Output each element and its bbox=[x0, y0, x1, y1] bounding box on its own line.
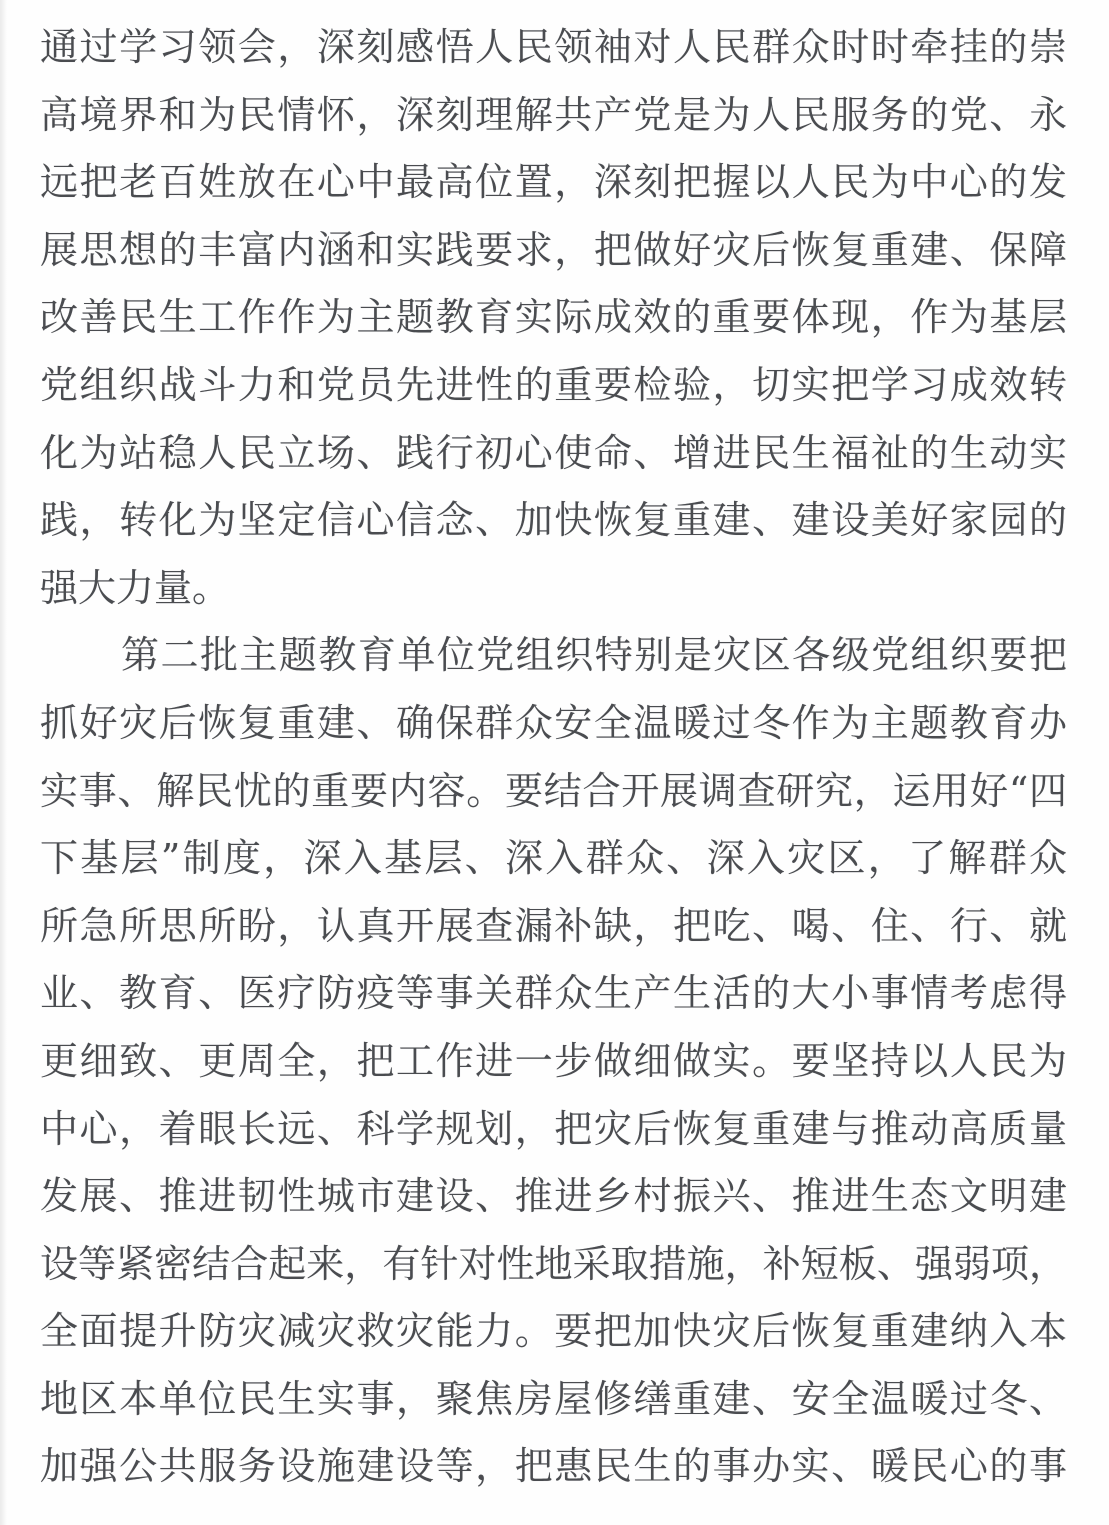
text-line-3: 远把老百姓放在心中最高位置，深刻把握以人民为中心的发 bbox=[40, 160, 1067, 205]
text-line-12: 实事、解民忧的重要内容。要结合开展调查研究，运用好“四 bbox=[40, 768, 1067, 813]
text-line-18: 发展、推进韧性城市建设、推进乡村振兴、推进生态文明建 bbox=[40, 1174, 1067, 1219]
text-line-11: 抓好灾后恢复重建、确保群众安全温暖过冬作为主题教育办 bbox=[40, 700, 1067, 745]
text-line-19: 设等紧密结合起来，有针对性地采取措施，补短板、强弱项， bbox=[40, 1241, 1067, 1286]
text-line-2: 高境界和为民情怀，深刻理解共产党是为人民服务的党、永 bbox=[40, 92, 1067, 137]
text-line-22: 加强公共服务设施建设等，把惠民生的事办实、暖民心的事 bbox=[40, 1444, 1067, 1489]
text-line-7: 化为站稳人民立场、践行初心使命、增进民生福祉的生动实 bbox=[40, 430, 1067, 475]
text-line-14: 所急所思所盼，认真开展查漏补缺，把吃、喝、住、行、就 bbox=[40, 903, 1067, 948]
text-line-4: 展思想的丰富内涵和实践要求，把做好灾后恢复重建、保障 bbox=[40, 227, 1067, 272]
text-line-8: 践，转化为坚定信心信念、加快恢复重建、建设美好家园的 bbox=[40, 498, 1067, 543]
text-line-10: 第二批主题教育单位党组织特别是灾区各级党组织要把 bbox=[121, 633, 1067, 678]
text-line-6: 党组织战斗力和党员先进性的重要检验，切实把学习成效转 bbox=[40, 362, 1067, 407]
text-line-16: 更细致、更周全，把工作进一步做细做实。要坚持以人民为 bbox=[40, 1038, 1067, 1083]
text-line-15: 业、教育、医疗防疫等事关群众生产生活的大小事情考虑得 bbox=[40, 971, 1067, 1016]
text-line-1: 通过学习领会，深刻感悟人民领袖对人民群众时时牵挂的崇 bbox=[40, 25, 1067, 69]
text-line-20: 全面提升防灾减灾救灾能力。要把加快灾后恢复重建纳入本 bbox=[40, 1309, 1067, 1354]
text-line-9: 强大力量。 bbox=[40, 565, 231, 610]
text-line-5: 改善民生工作作为主题教育实际成效的重要体现，作为基层 bbox=[40, 295, 1067, 340]
document-text-block bbox=[40, 14, 1067, 1501]
text-line-13: 下基层”制度，深入基层、深入群众、深入灾区，了解群众 bbox=[40, 836, 1067, 881]
text-line-21: 地区本单位民生实事，聚焦房屋修缮重建、安全温暖过冬、 bbox=[40, 1376, 1067, 1421]
text-line-17: 中心，着眼长远、科学规划，把灾后恢复重建与推动高质量 bbox=[40, 1106, 1067, 1151]
